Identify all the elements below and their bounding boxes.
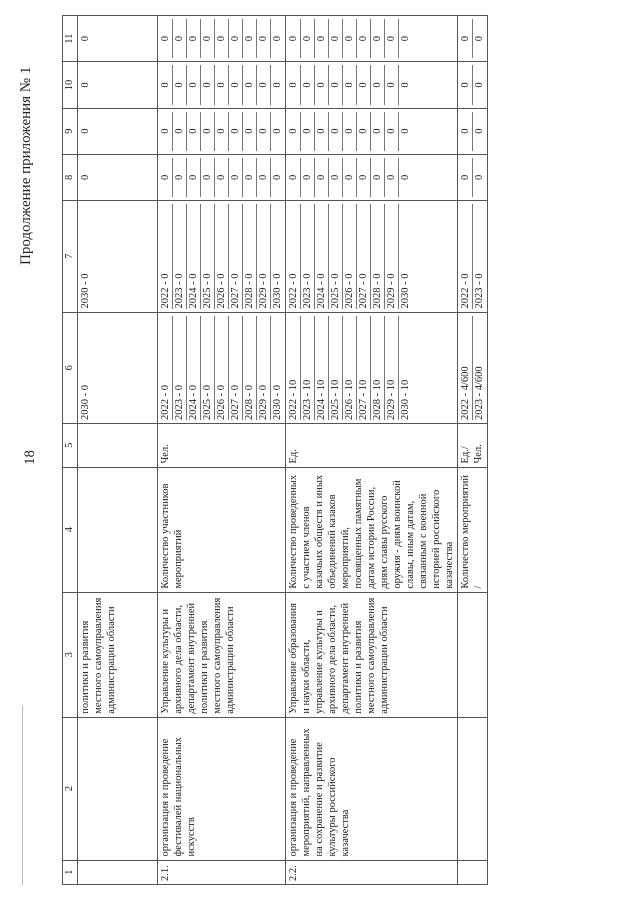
zeros-list [158,108,286,154]
list-value: 2022 - 0 [459,204,473,309]
list-value: 0 [215,65,229,104]
zeros-list [158,62,286,108]
list-value: 2025 - 10 [329,316,343,421]
list-value: 0 [357,112,371,151]
list-value: 0 [215,19,229,58]
header-rule [22,705,23,885]
list-value: 0 [343,158,357,197]
zeros-list [286,62,458,108]
header-cell: 6 [63,312,78,424]
list-value: 2030 - 0 [400,273,411,309]
header-cell: 4 [63,467,78,592]
table-row-2-2 [286,16,458,885]
list-value: 0 [272,36,283,42]
values-cell: 2030 - 0 [78,201,158,313]
header-cell: 11 [63,16,78,62]
list-value: 0 [459,19,473,58]
list-value: 0 [287,158,301,197]
list-value: 0 [343,65,357,104]
continuation-title: Продолжение приложения № 1 [18,66,34,265]
zeros-list [458,62,488,108]
list-value: 2024 - 0 [187,204,201,309]
list-value: 0 [371,158,385,197]
list-value: 2023 - 0 [173,316,187,421]
list-value: 0 [159,65,173,104]
list-value: 0 [201,65,215,104]
row-number: 2.1. [158,860,286,884]
list-value: 0 [257,65,271,104]
list-value: 0 [287,19,301,58]
list-value: 0 [400,174,411,181]
responsible-cell: политики и развития местного самоуправления администрации области [78,592,158,717]
list-value: 2023 - 4/600 [474,366,485,421]
zeros-list [458,154,488,200]
list-value: 2022 - 0 [159,316,173,421]
zeros-list [286,108,458,154]
header-cell: 8 [63,154,78,200]
list-value: 2024 - 0 [187,316,201,421]
list-value: 0 [187,158,201,197]
list-value: 0 [459,65,473,104]
zeros-list [458,16,488,62]
indicator-cell: Количество участников мероприятий [158,467,286,592]
list-value: 0 [357,19,371,58]
list-value: 0 [229,158,243,197]
list-value: 0 [272,128,283,134]
header-cell: 3 [63,592,78,717]
list-value: 2027 - 0 [229,204,243,309]
list-value: 0 [229,112,243,151]
list-value: 2029 - 10 [385,316,399,421]
list-value: 0 [371,19,385,58]
list-value: 0 [243,65,257,104]
list-value: 0 [385,19,399,58]
list-value: 0 [229,65,243,104]
table-row-2-1 [158,16,286,885]
list-value: 0 [201,112,215,151]
list-value: 2028 - 10 [371,316,385,421]
list-value: 2026 - 0 [215,316,229,421]
list-value: 2023 - 0 [301,204,315,309]
values-list [286,312,458,424]
list-value: 0 [385,158,399,197]
list-value: 0 [400,82,411,88]
list-value: 0 [187,19,201,58]
list-value: 2030 - 0 [272,385,283,421]
list-value: 0 [459,112,473,151]
list-value: 0 [357,158,371,197]
list-value: 0 [201,158,215,197]
list-value: 2025 - 0 [329,204,343,309]
list-value: 0 [229,19,243,58]
value-cell: 0 [78,108,158,154]
list-value: 2028 - 0 [371,204,385,309]
list-value: 0 [187,65,201,104]
list-value: 0 [301,65,315,104]
list-value: 0 [173,158,187,197]
list-value: 0 [287,112,301,151]
list-value: 2030 - 0 [272,273,283,309]
page-number: 18 [22,450,38,465]
table-row-continued [78,16,158,885]
list-value: 0 [301,158,315,197]
list-value: 0 [474,174,485,181]
list-value: 0 [371,112,385,151]
list-value: 2024 - 10 [315,316,329,421]
list-value: 2029 - 0 [257,204,271,309]
list-value: 0 [173,112,187,151]
list-value: 0 [385,65,399,104]
list-value: 2022 - 10 [287,316,301,421]
row-number: 2.2. [286,860,458,884]
zeros-list [158,16,286,62]
list-value: 2026 - 0 [343,204,357,309]
zeros-list [286,16,458,62]
list-value: 0 [329,158,343,197]
header-cell: 7 [63,201,78,313]
list-value: 0 [173,65,187,104]
values-list [286,201,458,313]
list-value: 0 [385,112,399,151]
list-value: 2027 - 0 [357,204,371,309]
list-value: 0 [459,158,473,197]
list-value: 0 [357,65,371,104]
unit-cell: Ед./ Чел. [458,424,488,468]
unit-cell: Чел. [158,424,286,468]
list-value: 0 [215,112,229,151]
list-value: 0 [371,65,385,104]
list-value: 0 [201,19,215,58]
list-value: 2028 - 0 [243,316,257,421]
list-value: 0 [159,112,173,151]
list-value: 2027 - 0 [229,316,243,421]
list-value: 2023 - 10 [301,316,315,421]
list-value: 0 [343,19,357,58]
list-value: 0 [215,158,229,197]
list-value: 2022 - 4/600 [459,316,473,421]
list-value: 2027 - 10 [357,316,371,421]
program-table [62,15,488,885]
indicator-cell: Количество мероприятий / [458,467,488,592]
value-cell: 0 [78,62,158,108]
event-cell: организация и проведение мероприятий, направленных на сохранение и развитие культуры российского казачества [286,717,458,860]
list-value: 0 [287,65,301,104]
header-row [63,16,78,885]
list-value: 0 [474,36,485,42]
list-value: 0 [315,158,329,197]
list-value: 0 [272,82,283,88]
value-cell: 0 [78,154,158,200]
list-value: 0 [400,36,411,42]
list-value: 0 [315,65,329,104]
values-list [458,312,488,424]
list-value: 0 [257,112,271,151]
list-value: 0 [329,112,343,151]
header-cell: 1 [63,860,78,884]
list-value: 0 [474,128,485,134]
list-value: 0 [400,128,411,134]
list-value: 2022 - 0 [159,204,173,309]
list-value: 0 [257,19,271,58]
list-value: 0 [329,65,343,104]
header-cell: 9 [63,108,78,154]
indicator-cell: Количество проведенных с участием членов казачьих обществ и иных объединений казаков мероприятий, посвященных памятным датам истории России, дням славы русского оружия - дням воинской славы, иным датам, связанным с военной историей российского казачества [286,467,458,592]
list-value: 2025 - 0 [201,204,215,309]
list-value: 0 [159,19,173,58]
list-value: 0 [243,158,257,197]
list-value: 0 [159,158,173,197]
list-value: 2029 - 0 [385,204,399,309]
list-value: 2030 - 10 [400,379,411,421]
responsible-cell: Управление культуры и архивного дела области, департамент внутренней политики и развития местного самоуправления администрации области [158,592,286,717]
value-cell: 0 [78,16,158,62]
zeros-list [458,108,488,154]
list-value: 0 [272,174,283,181]
list-value: 2028 - 0 [243,204,257,309]
list-value: 0 [187,112,201,151]
list-value: 2026 - 10 [343,316,357,421]
list-value: 0 [329,19,343,58]
header-cell: 5 [63,424,78,468]
values-list [158,312,286,424]
list-value: 0 [243,112,257,151]
list-value: 2023 - 0 [474,273,485,309]
list-value: 0 [173,19,187,58]
event-cell: организация и проведение фестивалей национальных искусств [158,717,286,860]
unit-cell: Ед. [286,424,458,468]
responsible-cell: Управление образования и науки области, управление культуры и архивного дела области, департамент внутренней политики и развития местного самоуправления администрации области [286,592,458,717]
list-value: 0 [315,19,329,58]
list-value: 0 [301,112,315,151]
list-value: 2029 - 0 [257,316,271,421]
list-value: 2023 - 0 [173,204,187,309]
list-value: 2022 - 0 [287,204,301,309]
list-value: 0 [243,19,257,58]
list-value: 2024 - 0 [315,204,329,309]
list-value: 0 [315,112,329,151]
values-cell: 2030 - 0 [78,312,158,424]
list-value: 0 [257,158,271,197]
values-list [158,201,286,313]
zeros-list [286,154,458,200]
list-value: 2026 - 0 [215,204,229,309]
table-row-last [458,16,488,885]
header-cell: 2 [63,717,78,860]
list-value: 0 [474,82,485,88]
list-value: 0 [343,112,357,151]
list-value: 0 [301,19,315,58]
list-value: 2025 - 0 [201,316,215,421]
header-cell: 10 [63,62,78,108]
zeros-list [158,154,286,200]
values-list [458,201,488,313]
